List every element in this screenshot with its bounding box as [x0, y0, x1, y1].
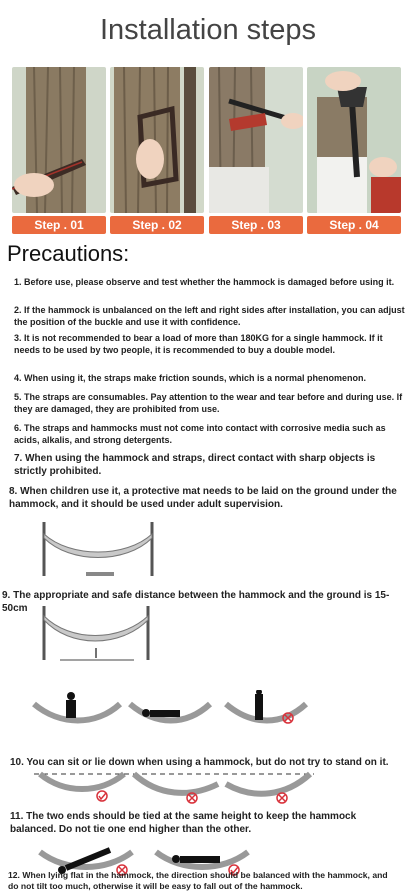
- precaution-2: 2. If the hammock is unbalanced on the left and right sides after installation, you can adjust the position of the buckle and use it with confidence.: [14, 305, 405, 327]
- precaution-11: 11. The two ends should be tied at the same height to keep the hammock balanced. Do not tie one end higher than the other.: [10, 811, 357, 835]
- step-4-photo: [307, 67, 401, 213]
- step-1-badge: Step . 01: [12, 216, 106, 234]
- page-title: Installation steps: [99, 14, 316, 46]
- precaution-8: 8. When children use it, a protective mat needs to be laid on the ground under the hammock, and it should be used under adult supervision.: [9, 486, 397, 510]
- precaution-9: 9. The appropriate and safe distance between the hammock and the ground is 15-50cm: [2, 590, 390, 614]
- ground-distance-illustration: [40, 604, 160, 664]
- precaution-1: 1. Before use, please observe and test whether the hammock is damaged before using it.: [14, 277, 395, 287]
- step-1-photo: [12, 67, 106, 213]
- step-2-photo: [110, 67, 204, 213]
- precaution-12: 12. When lying flat in the hammock, the direction should be balanced with the hammock, and do not tilt too much, otherwise it will be easy to fall out of the hammock.: [8, 870, 388, 891]
- step-2-badge: Step . 02: [110, 216, 204, 234]
- installation-photos: [12, 67, 404, 235]
- precaution-4: 4. When using it, the straps make friction sounds, which is a normal phenomenon.: [14, 373, 367, 383]
- step-3-photo: [209, 67, 303, 213]
- precaution-10: 10. You can sit or lie down when using a hammock, but do not try to stand on it.: [10, 757, 389, 768]
- precaution-5: 5. The straps are consumables. Pay attention to the wear and tear before and during use. If they are damaged, they are prohibited from use.: [14, 392, 403, 414]
- step-4-badge: Step . 04: [307, 216, 401, 234]
- sit-lie-stand-illustration: [30, 690, 390, 736]
- child-mat-illustration: [40, 518, 160, 580]
- precautions-title: Precautions:: [7, 241, 130, 266]
- precaution-7: 7. When using the hammock and straps, direct contact with sharp objects is strictly prohibited.: [14, 453, 376, 477]
- precaution-6: 6. The straps and hammocks must not come into contact with corrosive media such as acids, alkalis, and strong detergents.: [14, 423, 386, 445]
- precaution-3: 3. It is not recommended to bear a load of more than 180KG for a single hammock. If it needs to be used by two people, it is recommended to buy a double model.: [14, 333, 383, 355]
- step-3-badge: Step . 03: [209, 216, 303, 234]
- balance-height-illustration: [34, 770, 324, 804]
